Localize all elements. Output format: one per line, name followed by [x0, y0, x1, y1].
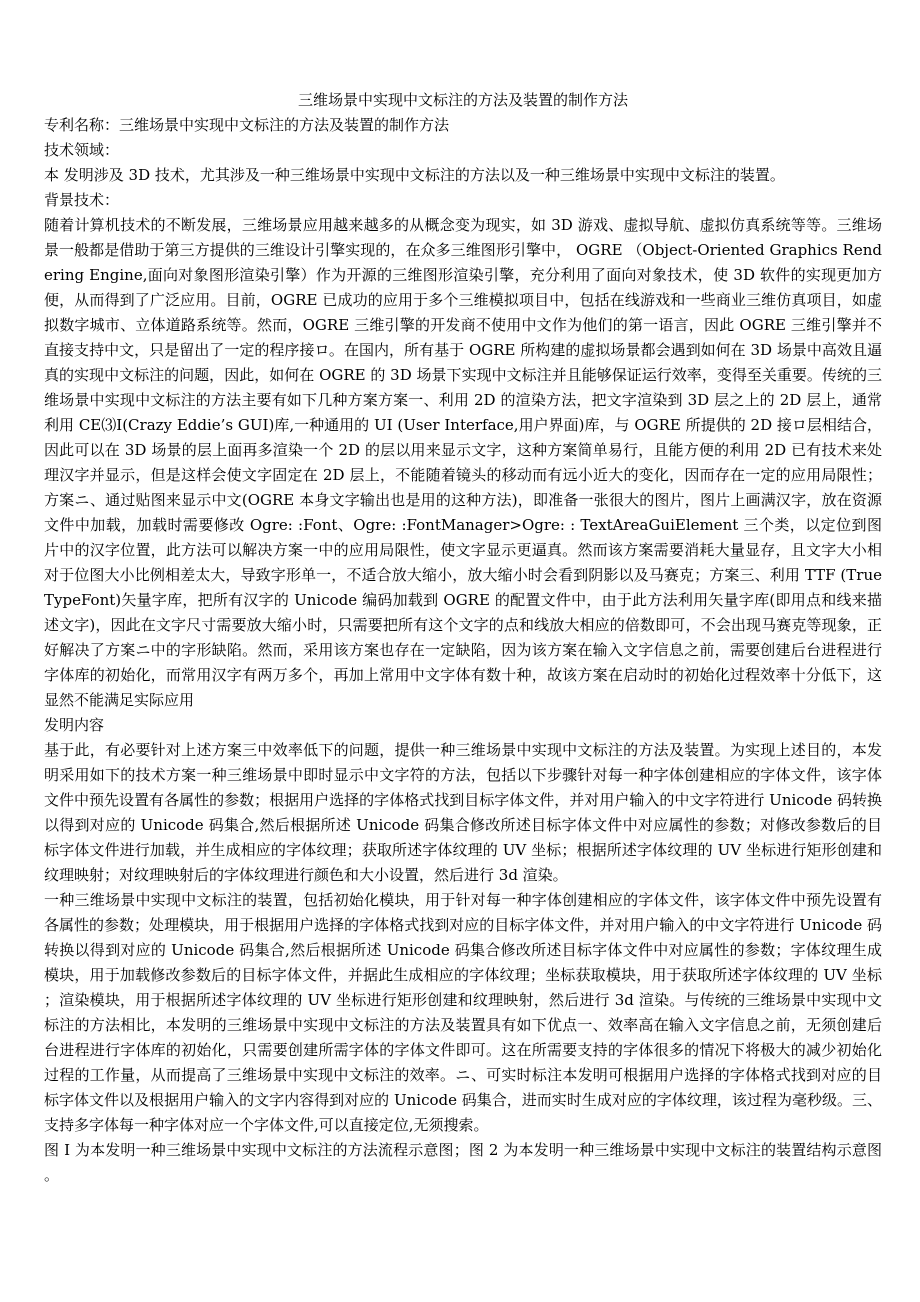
tech-field-heading: 技术领域：	[44, 141, 120, 159]
invention-text-method: 基于此，有必要针对上述方案三中效率低下的问题，提供一种三维场景中实现中文标注的方法及装置。为实现上述目的，本发明采用如下的技术方案一种三维场景中即时显示中文字符的方法，包括以下步骤针对每一种字体创建相应的字体文件，该字体文件中预先设置有各属性的参数；根据用户选择的字体格式找到目标字体文件，并对用户输入的中文字符进行 Unicode 码转换以得到对应的 Unicode 码集合,然后根据所述 Unicode 码集合修改所述目标字体文件中对应属性的参数；对修改参数后的目标字体文件进行加载，并生成相应的字体纹理；获取所述字体纹理的 UV 坐标；根据所述字体纹理的 UV 坐标进行矩形创建和纹理映射；对纹理映射后的字体纹理进行颜色和大小设置，然后进行 3d 渲染。	[44, 741, 882, 884]
background-heading: 背景技术：	[44, 191, 120, 209]
invention-text-device: 一种三维场景中实现中文标注的装置，包括初始化模块，用于针对每一种字体创建相应的字体文件，该字体文件中预先设置有各属性的参数；处理模块，用于根据用户选择的字体格式找到对应的目标字体文件，并对用户输入的中文字符进行 Unicode 码转换以得到对应的 Unicode 码集合,然后根据所述 Unicode 码集合修改所述目标字体文件中对应属性的参数；字体纹理生成模块，用于加载修改参数后的目标字体文件，并据此生成相应的字体纹理；坐标获取模块，用于获取所述字体纹理的 UV 坐标；渲染模块，用于根据所述字体纹理的 UV 坐标进行矩形创建和纹理映射，然后进行 3d 渲染。与传统的三维场景中实现中文标注的方法相比，本发明的三维场景中实现中文标注的方法及装置具有如下优点一、效率高在输入文字信息之前，无须创建后台进程进行字体库的初始化，只需要创建所需字体的字体文件即可。这在所需要支持的字体很多的情况下将极大的减少初始化过程的工作量，从而提高了三维场景中实现中文标注的效率。ニ、可实时标注本发明可根据用户选择的字体格式找到对应的目标字体文件以及根据用户输入的文字内容得到对应的 Unicode 码集合，进而实时生成对应的字体纹理，该过程为毫秒级。三、支持多字体每一种字体对应一个字体文件,可以直接定位,无须搜索。	[44, 891, 882, 1134]
patent-name: 专利名称：三维场景中实现中文标注的方法及装置的制作方法	[44, 116, 450, 134]
figures-description: 图 I 为本发明一种三维场景中实现中文标注的方法流程示意图；图 2 为本发明一种三维场景中实现中文标注的装置结构示意图。	[44, 1141, 882, 1184]
tech-field-text: 本 发明涉及 3D 技术，尤其涉及一种三维场景中实现中文标注的方法以及一种三维场景中实现中文标注的装置。	[44, 166, 785, 184]
document-page	[44, 88, 882, 1188]
document-title: 三维场景中实现中文标注的方法及装置的制作方法	[297, 91, 628, 109]
invention-heading: 发明内容	[44, 716, 105, 734]
background-text: 随着计算机技术的不断发展，三维场景应用越来越多的从概念变为现实，如 3D 游戏、虚拟导航、虚拟仿真系统等等。三维场景一般都是借助于第三方提供的三维设计引擎实现的，在众多三维图形引擎中， OGRE （Object-Oriented Graphics Rendering Engine,面向对象图形渲染引擎）作为开源的三维图形渲染引擎，充分利用了面向对象技术，使 3D 软件的实现更加方便，从而得到了广泛应用。目前，OGRE 已成功的应用于多个三维模拟项目中，包括在线游戏和一些商业三维仿真项目，如虚拟数字城市、立体道路系统等。然而，OGRE 三维引擎的开发商不使用中文作为他们的第一语言，因此 OGRE 三维引擎并不直接支持中文，只是留出了一定的程序接ロ。在国内，所有基于 OGRE 所构建的虚拟场景都会遇到如何在 3D 场景中高效且逼真的实现中文标注的问题，因此，如何在 OGRE 的 3D 场景下实现中文标注并且能够保证运行效率，变得至关重要。传统的三维场景中实现中文标注的方法主要有如下几种方案方案一、利用 2D 的渲染方法，把文字渲染到 3D 层之上的 2D 层上，通常利用 CE⑶I(Crazy Eddie’s GUI)库,一种通用的 UI (User Interface,用户界面)库，与 OGRE 所提供的 2D 接ロ层相结合，因此可以在 3D 场景的层上面再多渲染一个 2D 的层以用来显示文字，这种方案简单易行，且能方便的利用 2D 已有技术来处理汉字并显示，但是这样会使文字固定在 2D 层上，不能随着镜头的移动而有远小近大的变化，因而存在一定的应用局限性；方案ニ、通过贴图来显示中文(OGRE 本身文字输出也是用的这种方法)，即准备一张很大的图片，图片上画满汉字，放在资源文件中加载，加载时需要修改 Ogre: :Font、Ogre: :FontManager>Ogre: : TextAreaGuiElement 三个类，以定位到图片中的汉字位置，此方法可以解决方案一中的应用局限性，使文字显示更逼真。然而该方案需要消耗大量显存，且文字大小相对于位图大小比例相差太大，导致字形单一，不适合放大缩小，放大缩小时会看到阴影以及马赛克；方案三、利用 TTF (TrueTypeFont)矢量字库，把所有汉字的 Unicode 编码加载到 OGRE 的配置文件中，由于此方法利用矢量字库(即用点和线来描述文字)，因此在文字尺寸需要放大缩小时，只需要把所有这个文字的点和线放大相应的倍数即可，不会出现马赛克等现象，正好解决了方案ニ中的字形缺陷。然而，采用该方案也存在一定缺陷，因为该方案在输入文字信息之前，需要创建后台进程进行字体库的初始化，而常用汉字有两万多个，再加上常用中文字体有数十种，故该方案在启动时的初始化过程效率十分低下，这显然不能满足实际应用	[44, 216, 882, 709]
